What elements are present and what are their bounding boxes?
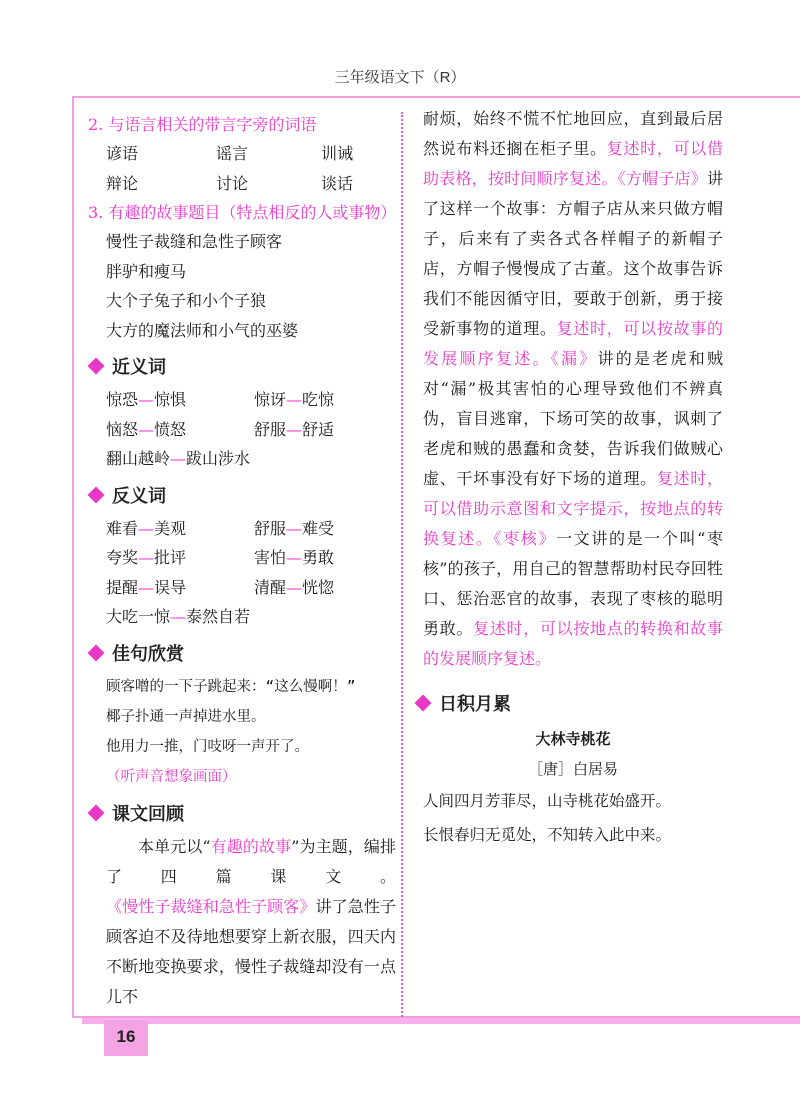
word-pair: 惊恐—惊惧 xyxy=(106,390,187,409)
antonym-pairs xyxy=(106,514,396,603)
word: 谈话 xyxy=(321,173,354,193)
review-heading xyxy=(86,798,396,828)
word: 辩论 xyxy=(106,173,139,193)
word-pair: 清醒—恍惚 xyxy=(254,577,335,597)
sentences-heading xyxy=(86,638,396,668)
left-column xyxy=(88,110,397,1012)
word-pair: 提醒—误导 xyxy=(106,577,187,597)
review-paragraph: 本单元以“有趣的故事”为主题，编排了四篇课文。《慢性子裁缝和急性子顾客》讲了急性子顾客迫不及待地想要穿上新衣服，四天内不断地变换要求，慢性子裁缝却没有一点儿不 xyxy=(106,836,396,1006)
story-title: 慢性子裁缝和急性子顾客 xyxy=(106,232,283,251)
word: 谣言 xyxy=(216,144,249,163)
page-number: 16 xyxy=(116,1027,136,1046)
section-title: 佳句欣赏 xyxy=(112,643,184,665)
accumulation-heading xyxy=(413,688,723,718)
sentences-note: （听声音想象画面） xyxy=(106,768,237,785)
word-pair: 舒服—难受 xyxy=(254,518,335,538)
word-pair: 难看—美观 xyxy=(106,518,187,538)
diamond-bullet-icon xyxy=(88,804,105,821)
word-pair: 舒服—舒适 xyxy=(254,419,335,439)
word-pair: 夸奖—批评 xyxy=(106,548,187,567)
word: 谚语 xyxy=(106,144,139,163)
section-title: 日积月累 xyxy=(439,694,511,715)
example-sentence: 椰子扑通一声掉进水里。 xyxy=(106,708,266,725)
antonyms-heading xyxy=(86,480,396,510)
poem-title: 大林寺桃花 xyxy=(535,730,611,748)
example-sentence: 他用力一推，门吱呀一声开了。 xyxy=(106,738,309,755)
synonyms-heading xyxy=(86,351,396,381)
poem-line: 长恨春归无觅处，不知转入此中来。 xyxy=(423,826,672,844)
item2-words xyxy=(106,139,396,198)
story-title: 大个子兔子和小个子狼 xyxy=(106,291,267,310)
diamond-bullet-icon xyxy=(88,486,105,503)
diamond-bullet-icon xyxy=(415,695,432,712)
poem-author: ［唐］白居易 xyxy=(527,760,618,778)
story-title: 胖驴和瘦马 xyxy=(106,261,187,281)
word-pair: 大吃一惊—泰然自若 xyxy=(106,607,251,626)
section-title: 课文回顾 xyxy=(112,803,184,825)
word-pair: 恼怒—愤怒 xyxy=(106,419,187,439)
right-column xyxy=(423,104,723,852)
running-header: 三年级语文下（R） xyxy=(334,69,466,86)
diamond-bullet-icon xyxy=(88,358,105,375)
item3-title: 3. 有趣的故事题目（特点相反的人或事物） xyxy=(88,203,397,222)
word: 训诫 xyxy=(321,144,354,163)
diamond-bullet-icon xyxy=(88,644,105,661)
word: 讨论 xyxy=(216,173,249,193)
example-sentence: 顾客噌的一下子跳起来：“这么慢啊！” xyxy=(106,678,356,695)
section-title: 反义词 xyxy=(112,485,166,507)
item2-title: 2. 与语言相关的带言字旁的词语 xyxy=(88,115,317,134)
review-paragraph-cont: 耐烦，始终不慌不忙地回应，直到最后居然说布料还搁在柜子里。复述时，可以借助表格，按时间顺序复述。《方帽子店》讲了这样一个故事：方帽子店从来只做方帽子，后来有了卖各式各样帽子的新帽子店，方帽子慢慢成了古董。这个故事告诉我们不能因循守旧，要敢于创新，勇于接受新事物的道理。复述时，可以按故事的发展顺序复述。《漏》讲的是老虎和贼对“漏”极其害怕的心理导致他们不辨真伪，盲目逃窜，下场可笑的故事，讽刺了老虎和贼的愚蠢和贪婪，告诉我们做贼心虚、干坏事没有好下场的道理。复述时，可以借助示意图和文字提示，按地点的转换复述。《枣核》一文讲的是一个叫“枣核”的孩子，用自己的智慧帮助村民夺回牲口、惩治恶官的故事，表现了枣核的聪明勇敢。复述时，可以按地点的转换和故事的发展顺序复述。 xyxy=(423,109,723,668)
word-pair: 惊讶—吃惊 xyxy=(254,390,335,409)
word-pair: 翻山越岭—跋山涉水 xyxy=(106,449,251,468)
synonym-pairs xyxy=(106,385,396,444)
poem-line: 人间四月芳菲尽，山寺桃花始盛开。 xyxy=(423,792,672,810)
section-title: 近义词 xyxy=(112,357,166,378)
word-pair: 害怕—勇敢 xyxy=(254,548,335,567)
story-title: 大方的魔法师和小气的巫婆 xyxy=(106,320,299,340)
